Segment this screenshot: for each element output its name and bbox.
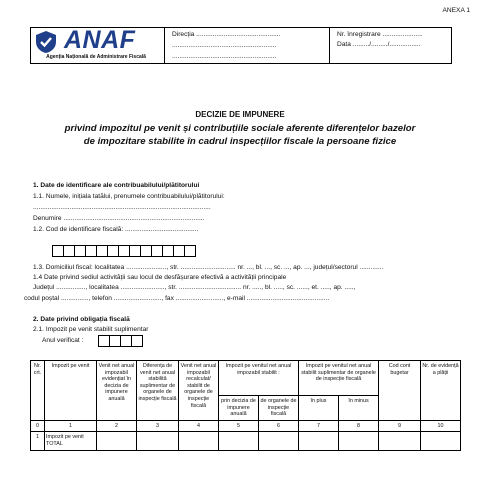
table-cell[interactable] [421,432,461,450]
subheader-organe: de organele de inspecție fiscală [259,396,299,421]
col-number: 7 [299,420,339,432]
anaf-logo [32,26,160,62]
impozit-suplimentar-label: 2.1. Impozit pe venit stabilit suplimentar [33,326,149,333]
table-cell[interactable] [97,432,137,450]
document-subtitle-1: privind impozitul pe venit și contribuțiile sociale aferente diferențelor bazelor [64,123,416,134]
col-number: 5 [219,420,259,432]
anul-verificat-label: Anul verificat : [42,337,84,344]
logo-subtitle: Agenția Națională de Administrare Fiscală [46,54,146,60]
header-nr-evidenta: Nr. de evidență a plății [421,361,461,421]
col-number: 9 [379,420,421,432]
table-cell[interactable] [259,432,299,450]
table-cell[interactable] [179,432,219,450]
subheader-prin-decizie: prin decizia de impunere anuală [219,396,259,421]
logo-text: ANAF [64,26,136,54]
header-venit-recalculat: Venit net anual impozabil recalculat/ stabilit de organele de inspecție fiscală [179,361,219,421]
name-label: 1.1. Numele, inițiala tatălui, prenumele contribuabilului/plătitorului: [33,193,225,200]
header-impozit: Impozit pe venit [45,361,97,421]
row-1-label: Impozit pe venit TOTAL [45,432,97,450]
section-2-heading: 2. Date privind obligația fiscală [33,316,130,323]
header-diferenta: Diferența de venit net anual stabilită suplimentar de organele de inspecție fiscală [137,361,179,421]
directia-field[interactable]: Direcția .............................................. [172,31,281,38]
shield-icon [34,30,58,54]
subheader-in-minus: în minus [339,396,379,421]
nr-inregistrare-field[interactable]: Nr. înregistrare ...................... [337,31,423,38]
domiciliu-line[interactable]: 1.3. Domiciliul fiscal: localitatea ......................, str. .............................. nr. ..., bl. ..., sc. ..., ap. ..., județul/sectorul ............. [33,264,384,271]
table-cell[interactable] [379,432,421,450]
document-title: DECIZIE DE IMPUNERE [195,110,285,119]
header-dots-1: ......................................................... [172,42,277,49]
header-venit-net: Venit net anual impozabil evidențiat în decizia de impunere anuală [97,361,137,421]
table-cell[interactable] [219,432,259,450]
col-number: 8 [339,420,379,432]
table-cell[interactable] [299,432,339,450]
data-field[interactable]: Data ........./........./................. [337,41,421,48]
subheader-in-plus: în plus [299,396,339,421]
cif-boxes[interactable] [53,245,196,257]
col-number: 1 [45,420,97,432]
header-impozit-suplimentar: Impozit pe venitul net anual stabilit suplimentar de organele de inspecție fiscală [299,361,379,396]
sediu-label: 1.4 Date privind sediul activității sau locul de desfășurare efectivă a activității principale [33,274,287,281]
section-1-heading: 1. Date de identificare ale contribuabilului/plătitorului [33,182,200,189]
row-1-nr: 1 [31,432,45,450]
header-cod-cont: Cod cont bugetar [379,361,421,421]
denumire-field[interactable]: Denumire ............................................................................. [33,215,205,222]
col-number: 2 [97,420,137,432]
col-number: 3 [137,420,179,432]
col-number: 6 [259,420,299,432]
col-number: 0 [31,420,45,432]
tax-table [30,360,461,451]
name-field[interactable]: ................................................................................................. [33,204,211,211]
col-number: 4 [179,420,219,432]
document-subtitle-2: de impozitare stabilite în cadrul inspecțiilor fiscale la persoane fizice [83,136,397,147]
sediu-address-line[interactable]: Județul ................, localitatea ........................, str. .................................. nr. ....., bl. ....., sc. ......, et. ....., ap. ....., [33,284,356,291]
header-nr-crt: Nr. crt. [31,361,45,421]
table-cell[interactable] [339,432,379,450]
cif-label: 1.2. Cod de identificare fiscală: ........................................ [33,226,199,233]
annex-label: ANEXA 1 [442,7,470,14]
table-cell[interactable] [137,432,179,450]
col-number: 10 [421,420,461,432]
header-dots-2: ......................................................... [172,53,277,60]
header-impozit-stabilit: Impozit pe venitul net anual impozabil stabilit : [219,361,299,396]
contact-line[interactable]: codul poștal ..............., telefon .........................., fax .........................., e-mail ............................................. [24,295,330,302]
anul-verificat-boxes[interactable] [99,335,143,347]
